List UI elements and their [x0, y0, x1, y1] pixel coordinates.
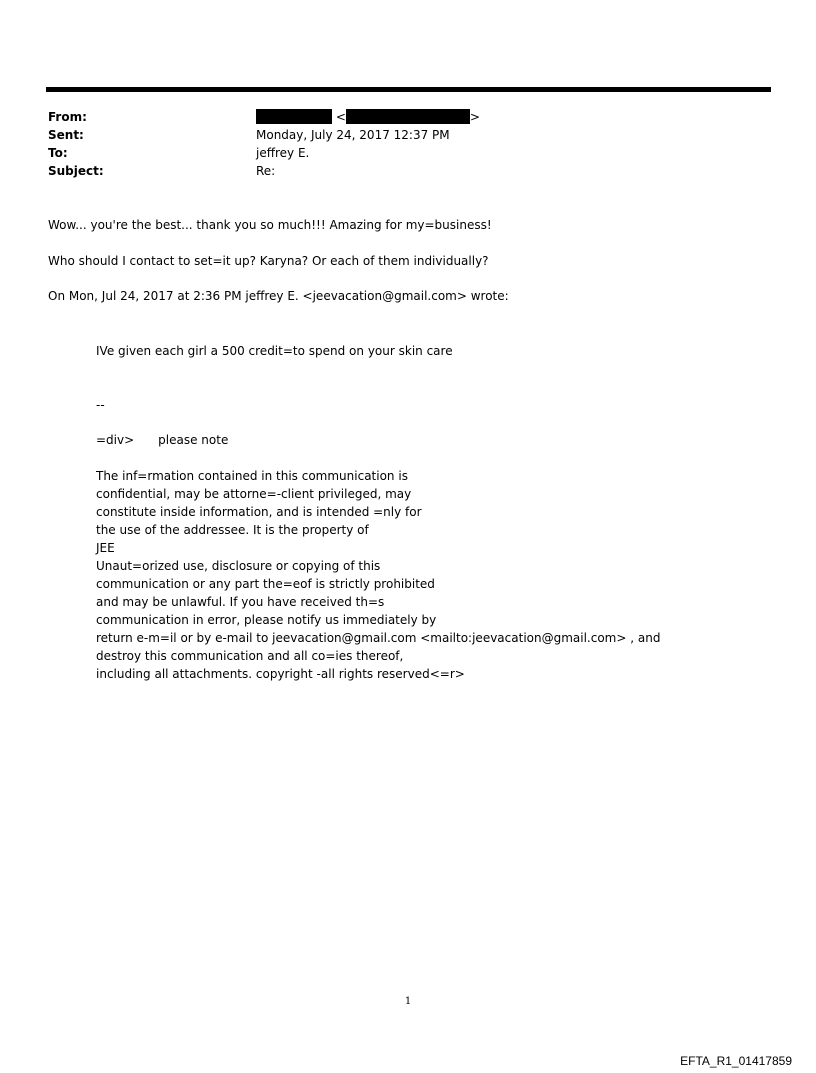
redaction-block: [346, 109, 470, 124]
disclaimer-line: constitute inside information, and is intended =nly for: [96, 505, 422, 519]
signature-note-row: [96, 431, 228, 449]
disclaimer-line: Unaut=orized use, disclosure or copying of this: [96, 559, 381, 573]
quoted-text: IVe given each girl a 500 credit=to spend on your skin care: [96, 344, 453, 358]
document-id: EFTA_R1_01417859: [680, 1054, 792, 1068]
from-open-bracket: <: [335, 110, 346, 124]
quote-attribution: On Mon, Jul 24, 2017 at 2:36 PM jeffrey E. <jeevacation@gmail.com> wrote:: [48, 289, 509, 303]
body-line: Wow... you're the best... thank you so much!!! Amazing for my=business!: [48, 218, 492, 232]
signature-separator: --: [96, 398, 105, 412]
disclaimer-line: JEE: [96, 541, 115, 555]
subject-label: Subject:: [48, 164, 104, 178]
please-note-text: please note: [158, 433, 229, 447]
from-value: [256, 108, 706, 126]
disclaimer-line: and may be unlawful. If you have received th=s: [96, 595, 385, 609]
redaction-block: [256, 109, 332, 124]
to-value: jeffrey E.: [256, 146, 310, 160]
disclaimer-line: communication or any part the=eof is strictly prohibited: [96, 577, 435, 591]
disclaimer-line: The inf=rmation contained in this communication is: [96, 469, 408, 483]
disclaimer-line: the use of the addressee. It is the property of: [96, 523, 369, 537]
sent-value: Monday, July 24, 2017 12:37 PM: [256, 128, 450, 142]
disclaimer-line: including all attachments. copyright -all rights reserved<=r>: [96, 667, 465, 681]
subject-value: Re:: [256, 164, 276, 178]
disclaimer-line: return e-m=il or by e-mail to jeevacation@gmail.com <mailto:jeevacation@gmail.com> , and: [96, 631, 661, 645]
div-tag-text: =div>: [96, 433, 135, 447]
from-label: From:: [48, 110, 87, 124]
from-close-bracket: >: [469, 110, 480, 124]
disclaimer-line: destroy this communication and all co=ies thereof,: [96, 649, 404, 663]
disclaimer-line: confidential, may be attorne=-client privileged, may: [96, 487, 412, 501]
to-label: To:: [48, 146, 68, 160]
sent-label: Sent:: [48, 128, 84, 142]
disclaimer-line: communication in error, please notify us immediately by: [96, 613, 437, 627]
header-rule: [46, 87, 771, 92]
body-line: Who should I contact to set=it up? Karyna? Or each of them individually?: [48, 254, 489, 268]
page-number: 1: [404, 996, 412, 1007]
